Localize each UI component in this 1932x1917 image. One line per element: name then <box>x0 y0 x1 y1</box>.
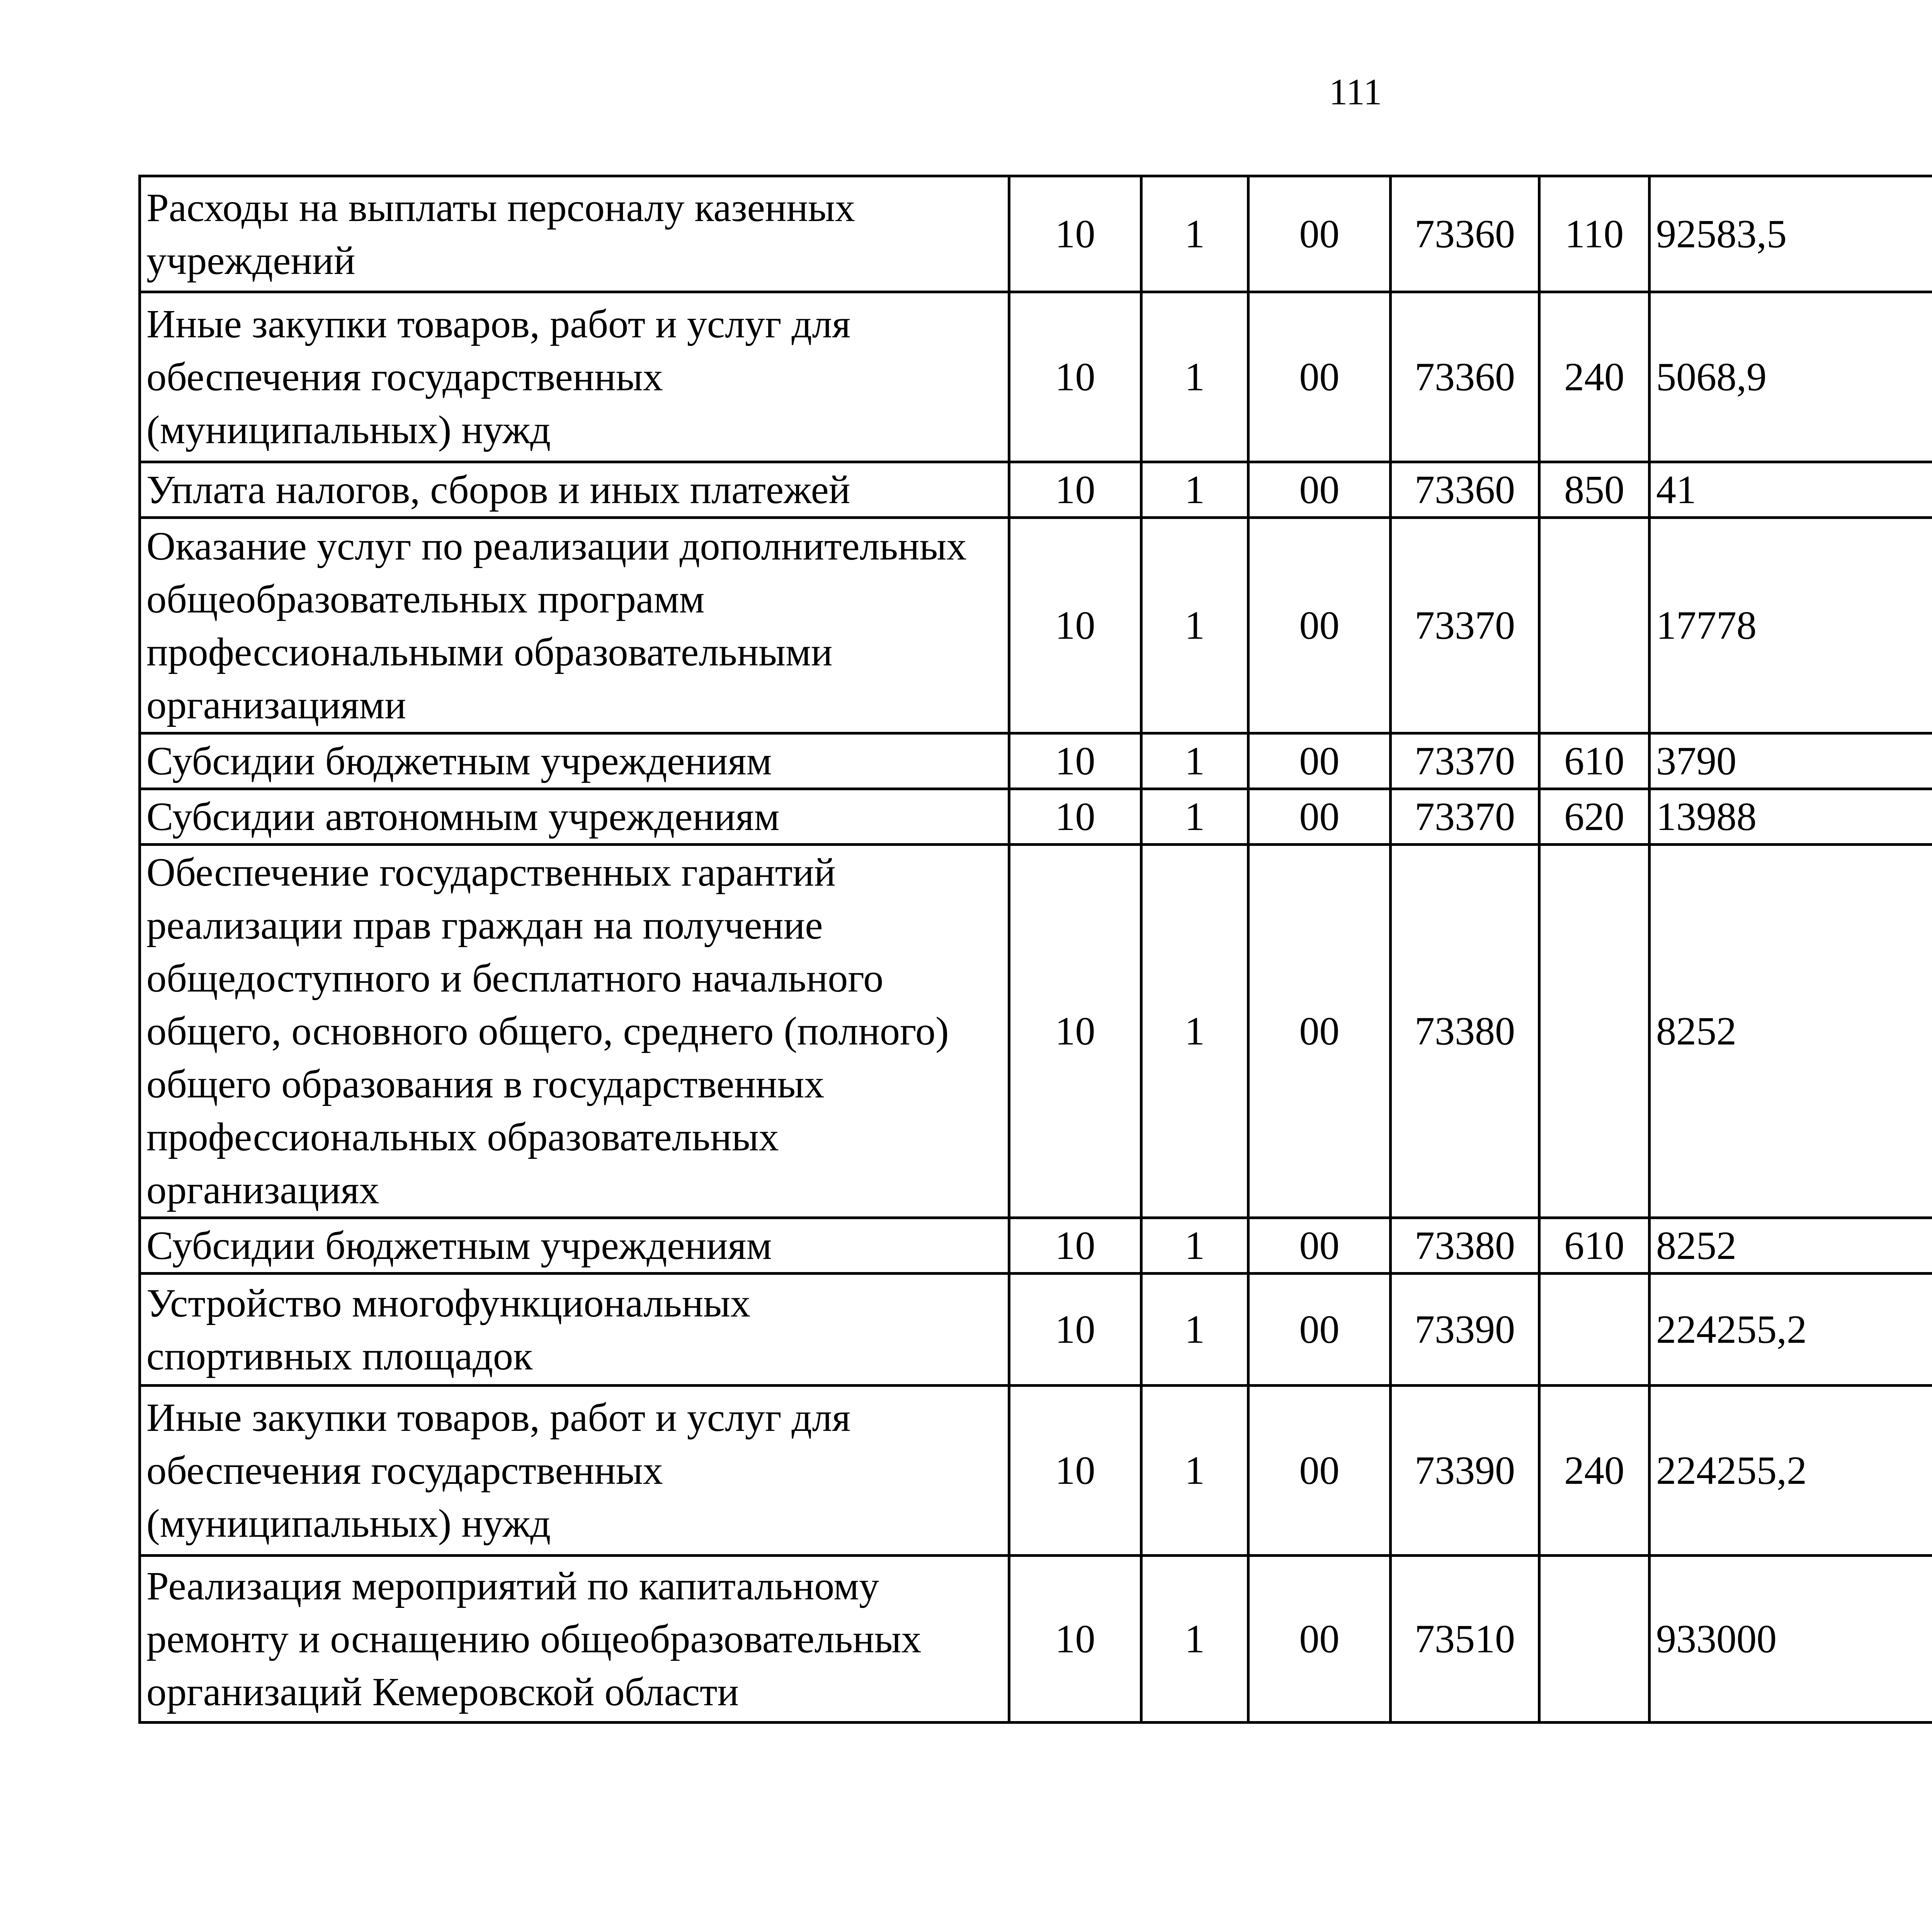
target-article-code: 73370 <box>1391 518 1539 733</box>
section-code: 10 <box>1009 176 1141 292</box>
section-code: 10 <box>1009 733 1141 789</box>
amount-year-1: 13988 <box>1650 789 1932 845</box>
section-code: 10 <box>1009 292 1141 462</box>
program-code: 00 <box>1248 518 1391 733</box>
subsection-code: 1 <box>1141 733 1248 789</box>
table-row <box>140 789 1932 845</box>
table-row <box>140 1274 1932 1386</box>
expense-type-code <box>1539 845 1650 1218</box>
table-row <box>140 292 1932 462</box>
table-row <box>140 845 1932 1218</box>
subsection-code: 1 <box>1141 462 1248 518</box>
row-name: Субсидии бюджетным учреждениям <box>140 733 1009 789</box>
program-code: 00 <box>1248 1556 1391 1723</box>
section-code: 10 <box>1009 518 1141 733</box>
subsection-code: 1 <box>1141 1386 1248 1556</box>
table-row <box>140 1218 1932 1274</box>
subsection-code: 1 <box>1141 518 1248 733</box>
program-code: 00 <box>1248 1274 1391 1386</box>
row-name: Уплата налогов, сборов и иных платежей <box>140 462 1009 518</box>
section-code: 10 <box>1009 845 1141 1218</box>
expense-type-code: 620 <box>1539 789 1650 845</box>
amount-year-1: 3790 <box>1650 733 1932 789</box>
table-row <box>140 1556 1932 1723</box>
budget-table <box>138 175 1932 1724</box>
amount-year-1: 17778 <box>1650 518 1932 733</box>
target-article-code: 73360 <box>1391 176 1539 292</box>
table-row <box>140 1386 1932 1556</box>
row-name: Расходы на выплаты персоналу казенных учреждений <box>140 176 1009 292</box>
amount-year-1: 92583,5 <box>1650 176 1932 292</box>
subsection-code: 1 <box>1141 789 1248 845</box>
target-article-code: 73370 <box>1391 789 1539 845</box>
program-code: 00 <box>1248 845 1391 1218</box>
table-row <box>140 176 1932 292</box>
row-name: Субсидии бюджетным учреждениям <box>140 1218 1009 1274</box>
program-code: 00 <box>1248 1386 1391 1556</box>
expense-type-code: 110 <box>1539 176 1650 292</box>
row-name: Оказание услуг по реализации дополнительных общеобразовательных программ профессиональными образовательными организациями <box>140 518 1009 733</box>
expense-type-code: 610 <box>1539 1218 1650 1274</box>
target-article-code: 73360 <box>1391 292 1539 462</box>
program-code: 00 <box>1248 733 1391 789</box>
section-code: 10 <box>1009 1556 1141 1723</box>
amount-year-1: 224255,2 <box>1650 1274 1932 1386</box>
row-name: Реализация мероприятий по капитальному ремонту и оснащению общеобразовательных организаций Кемеровской области <box>140 1556 1009 1723</box>
program-code: 00 <box>1248 1218 1391 1274</box>
subsection-code: 1 <box>1141 292 1248 462</box>
expense-type-code <box>1539 1556 1650 1723</box>
table-row <box>140 462 1932 518</box>
expense-type-code: 240 <box>1539 1386 1650 1556</box>
subsection-code: 1 <box>1141 176 1248 292</box>
subsection-code: 1 <box>1141 845 1248 1218</box>
target-article-code: 73360 <box>1391 462 1539 518</box>
target-article-code: 73380 <box>1391 1218 1539 1274</box>
target-article-code: 73380 <box>1391 845 1539 1218</box>
program-code: 00 <box>1248 176 1391 292</box>
section-code: 10 <box>1009 1274 1141 1386</box>
row-name: Иные закупки товаров, работ и услуг для обеспечения государственных (муниципальных) нужд <box>140 292 1009 462</box>
table-row <box>140 733 1932 789</box>
subsection-code: 1 <box>1141 1274 1248 1386</box>
row-name: Обеспечение государственных гарантий реализации прав граждан на получение общедоступного и бесплатного начального общего, основного общего, среднего (полного) общего образования в государственных профессиональных образовательных организациях <box>140 845 1009 1218</box>
subsection-code: 1 <box>1141 1556 1248 1723</box>
amount-year-1: 933000 <box>1650 1556 1932 1723</box>
amount-year-1: 8252 <box>1650 1218 1932 1274</box>
expense-type-code <box>1539 1274 1650 1386</box>
row-name: Субсидии автономным учреждениям <box>140 789 1009 845</box>
program-code: 00 <box>1248 292 1391 462</box>
expense-type-code: 610 <box>1539 733 1650 789</box>
program-code: 00 <box>1248 462 1391 518</box>
program-code: 00 <box>1248 789 1391 845</box>
section-code: 10 <box>1009 1386 1141 1556</box>
row-name: Иные закупки товаров, работ и услуг для обеспечения государственных (муниципальных) нужд <box>140 1386 1009 1556</box>
page-number: 111 <box>1329 71 1382 112</box>
target-article-code: 73390 <box>1391 1386 1539 1556</box>
expense-type-code <box>1539 518 1650 733</box>
section-code: 10 <box>1009 462 1141 518</box>
target-article-code: 73390 <box>1391 1274 1539 1386</box>
table-row <box>140 518 1932 733</box>
amount-year-1: 224255,2 <box>1650 1386 1932 1556</box>
amount-year-1: 8252 <box>1650 845 1932 1218</box>
expense-type-code: 240 <box>1539 292 1650 462</box>
section-code: 10 <box>1009 1218 1141 1274</box>
amount-year-1: 5068,9 <box>1650 292 1932 462</box>
subsection-code: 1 <box>1141 1218 1248 1274</box>
amount-year-1: 41 <box>1650 462 1932 518</box>
expense-type-code: 850 <box>1539 462 1650 518</box>
target-article-code: 73510 <box>1391 1556 1539 1723</box>
row-name: Устройство многофункциональных спортивных площадок <box>140 1274 1009 1386</box>
target-article-code: 73370 <box>1391 733 1539 789</box>
section-code: 10 <box>1009 789 1141 845</box>
